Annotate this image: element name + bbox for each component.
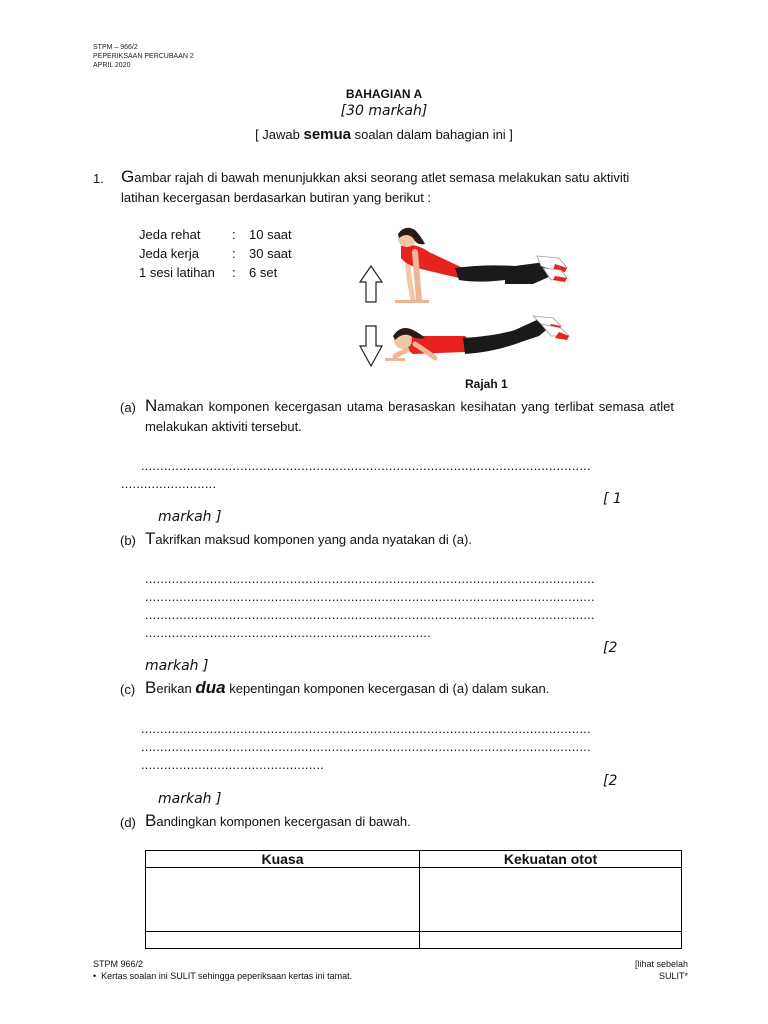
question-intro xyxy=(121,167,671,208)
footer-note xyxy=(93,970,352,982)
part-d-text: andingkan komponen kecergasan di bawah. xyxy=(156,814,411,829)
part-b-mark-close: markah ] xyxy=(145,658,209,674)
section-title: BAHAGIAN A xyxy=(345,87,423,101)
detail-label: Jeda rehat xyxy=(139,227,201,242)
part-c-mark-open: [2 xyxy=(603,773,618,789)
table-header-kuasa: Kuasa xyxy=(146,851,420,868)
part-c-label: (c) xyxy=(120,682,136,697)
answer-line[interactable]: ...................................................................................................................... xyxy=(141,739,591,754)
footer-note-text: Kertas soalan ini SULIT sehingga peperiksaan kertas ini tamat. xyxy=(101,971,353,981)
section-marks: [30 markah] xyxy=(340,103,428,119)
part-a-mark-close: markah ] xyxy=(158,509,222,525)
part-d-label: (d) xyxy=(120,815,136,830)
detail-colon: : xyxy=(232,246,236,261)
part-a-label: (a) xyxy=(120,400,136,415)
detail-value: 10 saat xyxy=(249,227,292,242)
table-header-kekuatan-otot: Kekuatan otot xyxy=(420,851,682,868)
part-a-mark-open: [ 1 xyxy=(603,491,622,507)
table-row xyxy=(146,932,682,949)
detail-colon: : xyxy=(232,265,236,280)
question-number: 1. xyxy=(93,171,104,186)
intro-dropcap: G xyxy=(121,167,135,186)
part-a-question xyxy=(145,396,674,437)
header-line-date: APRIL 2020 xyxy=(93,62,131,69)
table-cell-kuasa[interactable] xyxy=(146,932,420,949)
athlete-up xyxy=(395,228,567,303)
answer-line[interactable]: ...................................................................................................................... xyxy=(141,458,591,473)
intro-text: ambar rajah di bawah menunjukkan aksi seorang atlet semasa melakukan satu aktiviti latihan kecergasan berdasarkan butiran yang berikut : xyxy=(121,170,630,205)
detail-colon: : xyxy=(232,227,236,242)
athlete-down xyxy=(385,316,569,361)
part-c-text-post: kepentingan komponen kecergasan di (a) dalam sukan. xyxy=(225,681,550,696)
detail-row xyxy=(139,225,292,244)
part-c-text-pre: erikan xyxy=(156,681,196,696)
part-b-label: (b) xyxy=(120,533,136,548)
pushup-figure xyxy=(355,218,580,374)
footer-sulit: SULIT* xyxy=(658,971,688,981)
answer-line[interactable]: ................................................ xyxy=(141,757,324,772)
up-arrow-icon xyxy=(360,266,382,302)
detail-value: 6 set xyxy=(249,265,278,280)
details-list xyxy=(139,225,292,282)
instruction-bold: semua xyxy=(303,126,352,143)
answer-line[interactable]: ...................................................................................................................... xyxy=(145,607,595,622)
answer-line[interactable]: ......................... xyxy=(121,476,217,491)
detail-label: 1 sesi latihan xyxy=(139,265,215,280)
answer-line[interactable]: ........................................................................... xyxy=(145,625,431,640)
figure-caption: Rajah 1 xyxy=(465,377,508,391)
instruction-pre: [ Jawab xyxy=(255,127,304,142)
detail-value: 30 saat xyxy=(249,246,292,261)
table-cell-kekuatan-otot[interactable] xyxy=(420,868,682,932)
part-a-dropcap: N xyxy=(145,396,158,415)
table-header-row xyxy=(146,851,682,868)
answer-line[interactable]: ...................................................................................................................... xyxy=(145,571,595,586)
bullet-icon: • xyxy=(93,971,97,981)
table-cell-kekuatan-otot[interactable] xyxy=(420,932,682,949)
down-arrow-icon xyxy=(360,326,382,366)
part-b-mark-open: [2 xyxy=(603,640,618,656)
part-c-mark-close: markah ] xyxy=(158,791,222,807)
header-line-exam: PEPERIKSAAN PERCUBAAN 2 xyxy=(93,53,194,60)
footer-right xyxy=(635,958,688,982)
part-c-dropcap: B xyxy=(145,678,157,697)
instruction-post: soalan dalam bahagian ini ] xyxy=(351,127,513,142)
detail-row xyxy=(139,263,292,282)
footer-code: STPM 966/2 xyxy=(93,959,144,969)
section-instruction xyxy=(0,126,768,143)
detail-label: Jeda kerja xyxy=(139,246,199,261)
part-b-question xyxy=(145,529,472,550)
part-a-text: amakan komponen kecergasan utama berasaskan kesihatan yang terlibat semasa atlet melakukan aktiviti tersebut. xyxy=(145,399,674,434)
answer-line[interactable]: ...................................................................................................................... xyxy=(141,721,591,736)
part-b-text: akrifkan maksud komponen yang anda nyatakan di (a). xyxy=(155,532,472,547)
part-d-question xyxy=(145,811,411,832)
detail-row xyxy=(139,244,292,263)
comparison-table xyxy=(145,850,682,949)
part-c-bold: dua xyxy=(195,678,226,697)
table-row xyxy=(146,868,682,932)
table-cell-kuasa[interactable] xyxy=(146,868,420,932)
header-line-code: STPM – 966/2 xyxy=(93,44,138,51)
part-d-dropcap: B xyxy=(145,811,157,830)
part-b-dropcap: T xyxy=(145,529,156,548)
header-block xyxy=(93,43,194,70)
answer-line[interactable]: ...................................................................................................................... xyxy=(145,589,595,604)
part-c-question xyxy=(145,678,549,699)
footer-turn-page: [lihat sebelah xyxy=(634,959,688,969)
